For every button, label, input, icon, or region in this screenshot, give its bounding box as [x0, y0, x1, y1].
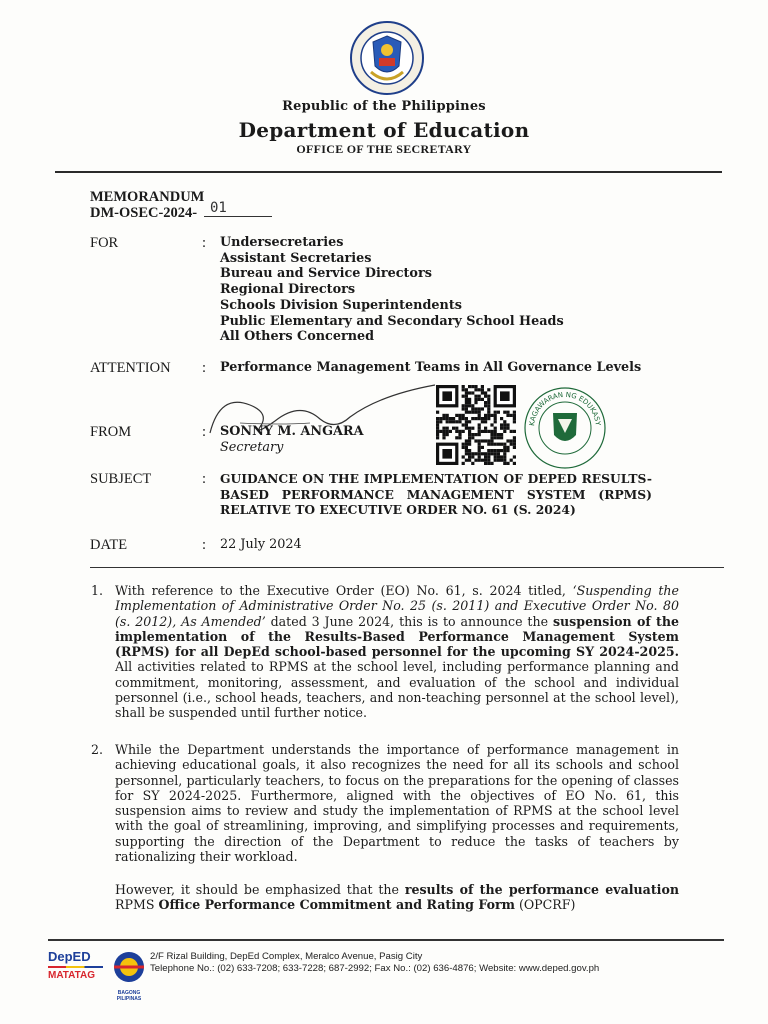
bagong-pilipinas-logo: [106, 948, 152, 1002]
memo-title: MEMORANDUM: [90, 189, 205, 205]
date-colon: :: [202, 537, 207, 553]
paragraph-2: [91, 742, 679, 865]
memo-number-handwritten: 01: [204, 200, 272, 217]
suspension-bold: suspension of the implementation of the Results-Based Performance Management System (RPMS) for all DepEd school-based personnel for the upcoming SY 2024-2025.: [115, 613, 680, 660]
recipient-item: Bureau and Service Directors: [220, 266, 432, 282]
from-name: SONNY M. ANGARA: [220, 424, 364, 439]
text-run: dated 3 June 2024, this is to announce the: [265, 613, 553, 629]
department-heading: Department of Education: [238, 118, 530, 142]
footer-divider: [48, 939, 724, 941]
text-run: While the Department understands the importance of performance management in achieving educational goals, it also recognizes the need for all its schools and school personnel, particularly teachers, to focus on the preparations for the opening of classes for SY 2024-2025. Furthermore, aligned with the objectives of EO No. 61, this suspension aims to review and study the implementation of RPMS at the school level with the goal of streamlining, improving, and simplifying processes and requirements, supporting the direction of the Department to reduce the tasks of teachers by rationalizing their workload.: [115, 742, 679, 865]
eo-title-italic: ‘Suspending the Implementation of Administrative Order No. 25 (s. 2011) and Executive Order No. 80 (s. 2012), As Amended’: [115, 583, 679, 629]
office-heading: OFFICE OF THE SECRETARY: [296, 142, 472, 156]
subject-value: GUIDANCE ON THE IMPLEMENTATION OF DEPED RESULTS-BASED PERFORMANCE MANAGEMENT SYSTEM (RPMS) RELATIVE TO EXECUTIVE ORDER NO. 61 (S. 2024): [220, 471, 652, 517]
memo-heading: [90, 189, 204, 221]
for-recipients-list: [220, 235, 564, 345]
text-run: All activities related to RPMS at the school level, including performance planning and commitment, monitoring, assessment, and evaluation of the school and individual personnel (i.e., school heads, teachers, and non-teaching personnel at the school level), shall be suspended until further notice.: [115, 659, 679, 721]
qr-code: [432, 385, 520, 465]
recipient-item: Public Elementary and Secondary School Heads: [220, 313, 564, 329]
subject-colon: :: [202, 471, 207, 487]
stamp-arc-text: KAGAWARAN NG EDUKASY: [528, 390, 602, 427]
recipient-item: Assistant Secretaries: [220, 250, 372, 266]
text-run: However, it should be emphasized that the: [115, 882, 405, 897]
for-label: FOR: [90, 235, 119, 251]
text-run: RPMS: [115, 897, 159, 913]
bagong-pilipinas-text: BAGONG PILIPINAS: [116, 990, 142, 1002]
footer-contact: [150, 951, 599, 975]
paragraph-3: [115, 882, 679, 913]
recipient-item: Schools Division Superintendents: [220, 297, 462, 313]
text-run: (OPCRF): [514, 897, 576, 913]
attention-value: Performance Management Teams in All Governance Levels: [220, 360, 642, 375]
date-label: DATE: [90, 537, 128, 553]
recipient-item: Undersecretaries: [220, 235, 344, 250]
deped-stamp-seal: [520, 383, 610, 473]
text-run: With reference to the Executive Order (EO) No. 61, s. 2024 titled,: [115, 583, 573, 598]
text-bold: results of the performance evaluation: [404, 882, 679, 897]
attention-label: ATTENTION: [90, 360, 171, 376]
from-title: Secretary: [220, 440, 284, 455]
recipient-item: All Others Concerned: [220, 329, 375, 345]
deped-seal-logo: [349, 20, 425, 96]
from-label: FROM: [90, 424, 132, 440]
date-value: 22 July 2024: [220, 537, 302, 552]
recipient-item: Regional Directors: [220, 282, 356, 298]
footer-contacts: Telephone No.: (02) 633-7208; 633-7228; 687-2992; Fax No.: (02) 636-4876; Website: www.deped.gov.ph: [150, 963, 600, 974]
text-bold: Office Performance Commitment and Rating Form: [158, 897, 515, 913]
body-divider: [90, 567, 724, 568]
paragraph-number: 2.: [91, 742, 104, 757]
header-divider: [55, 171, 722, 173]
paragraph-1: [91, 583, 680, 721]
for-colon: :: [202, 235, 207, 251]
deped-matatag-logo: [48, 950, 103, 996]
republic-heading: Republic of the Philippines: [282, 99, 486, 114]
attention-colon: :: [202, 360, 207, 376]
from-colon: :: [202, 424, 207, 440]
subject-label: SUBJECT: [90, 471, 152, 487]
footer-address: 2/F Rizal Building, DepEd Complex, Meralco Avenue, Pasig City: [150, 951, 423, 962]
matatag-logo-text: MATATAG: [48, 970, 96, 981]
logo-stripe: [48, 966, 103, 968]
deped-logo-text: DepED: [48, 949, 91, 964]
memo-number-prefix: DM-OSEC-2024-: [90, 205, 198, 221]
paragraph-number: 1.: [91, 583, 104, 598]
